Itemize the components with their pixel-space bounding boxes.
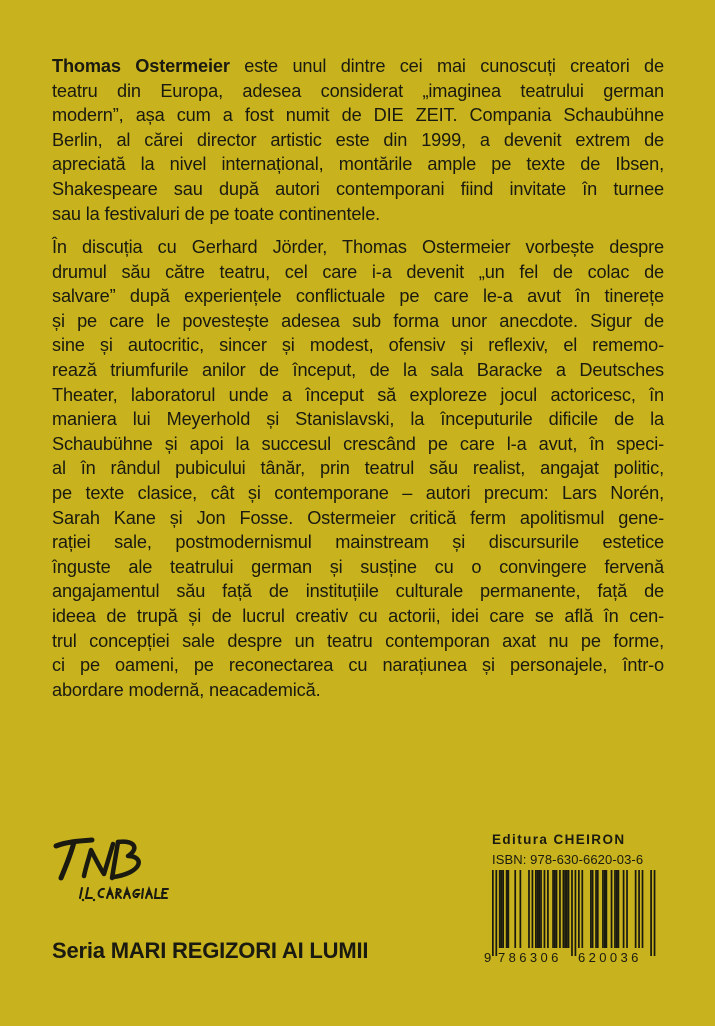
barcode-bar — [495, 870, 497, 956]
barcode-bar — [501, 870, 503, 948]
barcode-bar — [520, 870, 522, 948]
barcode-bar — [563, 870, 565, 948]
text-line: angajamentul său față de instituțiile culturale permanente, față de — [52, 581, 664, 602]
barcode-bar — [540, 870, 542, 948]
text-line: drumul său către teatru, cel care i-a devenit „un fel de colac de — [52, 261, 664, 282]
barcode-bar — [581, 870, 583, 948]
barcode-bar — [606, 870, 608, 948]
text-line: pe texte clasice, cât și contemporane – autori precum: Lars Norén, — [52, 482, 664, 503]
author-name: Thomas Ostermeier — [52, 56, 230, 76]
text-line: abordare modernă, neacademică. — [52, 679, 321, 700]
barcode-bar — [568, 870, 570, 948]
barcode-bar — [502, 870, 504, 948]
barcode-bar — [544, 870, 546, 948]
barcode-bar — [575, 870, 577, 956]
barcode-bar — [590, 870, 592, 948]
barcode-bar — [571, 870, 573, 956]
barcode-bar — [650, 870, 652, 956]
barcode-bar — [554, 870, 556, 948]
text-line: Schaubühne și apoi la succesul crescând pe care l-a avut, în speci- — [52, 433, 664, 454]
barcode-bar — [654, 870, 656, 956]
paragraph-discussion — [52, 235, 664, 702]
barcode-bar — [614, 870, 616, 948]
barcode-bar — [642, 870, 644, 948]
publisher-name: Editura CHEIRON — [492, 832, 626, 847]
text-line: sau la festivaluri de pe toate continentele. — [52, 203, 381, 224]
barcode-first-digit: 9 — [484, 950, 492, 965]
barcode-bar — [602, 870, 604, 948]
text-line: salvare” după experiențele conflictuale pe care le-a avut în tinerețe — [52, 286, 664, 307]
text-line: rației sale, postmodernismul mainstream și discursurile estetice — [52, 532, 664, 553]
text-line: Shakespeare sau după autori contemporani fiind invitate în turnee — [52, 178, 664, 199]
barcode-bar — [538, 870, 540, 948]
barcode-bar — [547, 870, 549, 948]
text-line: Berlin, al cărei director artistic este din 1999, a devenit extrem de — [52, 129, 664, 150]
barcode-bar — [514, 870, 516, 948]
barcode-bar — [611, 870, 613, 948]
text-line: apreciată la nivel internațional, montările ample pe texte de Ibsen, — [52, 154, 664, 175]
text-line: Sarah Kane și Jon Fosse. Ostermeier critică ferm apolitismul gene- — [52, 507, 664, 528]
barcode-right-digits: 620036 — [578, 950, 642, 965]
barcode-bar — [556, 870, 558, 948]
isbn-barcode — [482, 870, 664, 965]
text-line: Theater, laboratorul unde a început să exploreze jocul actoricesc, în — [52, 384, 664, 405]
barcode-bar — [604, 870, 606, 948]
text-line: sine și autocritic, sincer și modest, ofensiv și reflexiv, el rememo- — [52, 335, 664, 356]
series-title: Seria MARI REGIZORI AI LUMII — [52, 938, 369, 963]
barcode-bar — [535, 870, 537, 948]
barcode-bar — [638, 870, 640, 948]
barcode-bar — [528, 870, 530, 948]
barcode-bar — [507, 870, 509, 948]
text-line: modern”, așa cum a fost numit de DIE ZEIT. Compania Schaubühne — [52, 105, 664, 126]
text-line: înguste ale teatrului german și susține cu o convingere fervenă — [52, 556, 664, 577]
barcode-bar — [499, 870, 501, 948]
barcode-bar — [592, 870, 594, 948]
text-line: ci pe oameni, pe reconectarea cu narațiunea și personajele, într-o — [52, 655, 664, 676]
barcode-bar — [618, 870, 620, 948]
barcode-left-digits: 786306 — [498, 950, 562, 965]
barcode-bar — [566, 870, 568, 948]
text-line: În discuția cu Gerhard Jörder, Thomas Ostermeier vorbește despre — [52, 237, 664, 257]
text-line: ideea de trupă și de lucrul creativ cu actorii, idei care se află în cen- — [52, 605, 664, 626]
barcode-bar — [559, 870, 561, 948]
barcode-bar — [492, 870, 494, 956]
text-line: maniera lui Meyerhold și Stanislavski, la începuturile dificile de la — [52, 409, 664, 430]
barcode-bar — [564, 870, 566, 948]
barcode-bar — [506, 870, 508, 948]
text-line: al în rândul pubicului tânăr, prin teatrul său realist, angajat politic, — [52, 458, 664, 479]
text-line: rează triumfurile anilor de început, de la sala Baracke a Deutsches — [52, 359, 664, 380]
isbn-label: ISBN: 978-630-6620-03-6 — [492, 852, 644, 867]
barcode-bar — [595, 870, 597, 948]
text-line: Thomas Ostermeier este unul dintre cei mai cunoscuți creatori de — [52, 56, 664, 76]
barcode-bar — [597, 870, 599, 948]
barcode-bar — [532, 870, 534, 948]
barcode-bar — [552, 870, 554, 948]
barcode-bar — [626, 870, 628, 948]
text-line: teatru din Europa, adesea considerat „imaginea teatrului german — [52, 80, 664, 101]
barcode-bar — [623, 870, 625, 948]
barcode-bar — [616, 870, 618, 948]
paragraph-intro — [52, 54, 664, 226]
text-line: și pe care le povestește adesea sub forma unor anecdote. Sigur de — [52, 310, 664, 331]
text-line: trul concepției sale despre un teatru contemporan axat nu pe forme, — [52, 630, 664, 651]
barcode-bar — [537, 870, 539, 948]
barcode-bar — [578, 870, 580, 948]
barcode-bar — [635, 870, 637, 948]
tnb-logo — [52, 832, 202, 912]
